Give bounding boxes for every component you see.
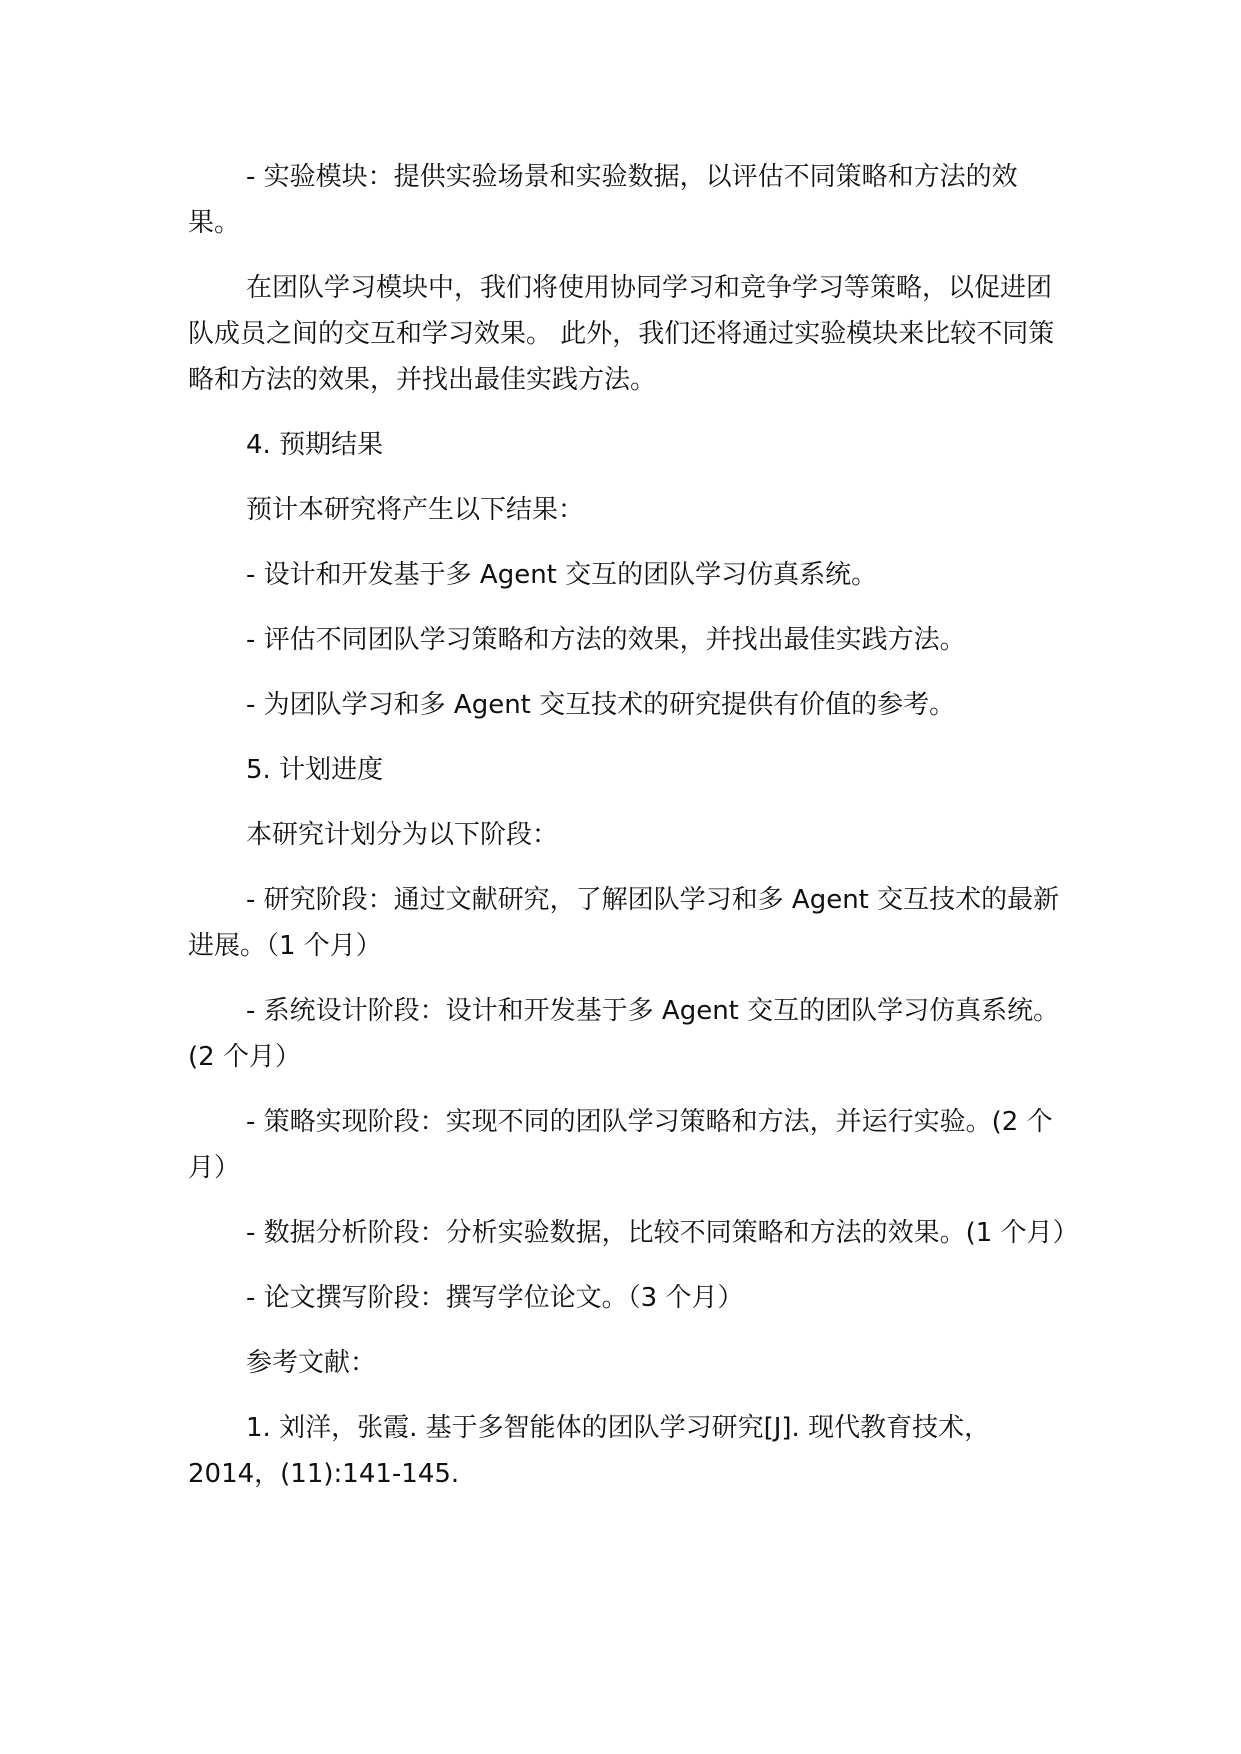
list-item-stage-research: - 研究阶段：通过文献研究，了解团队学习和多 Agent 交互技术的最新进展。（1 个月）: [188, 885, 1060, 961]
section-heading-schedule: 5. 计划进度: [246, 755, 384, 785]
document-body: [188, 154, 1079, 1516]
paragraph-results-intro: 预计本研究将产生以下结果：: [246, 495, 585, 525]
section-heading-expected-results: 4. 预期结果: [246, 430, 384, 460]
section-heading-references: 参考文献：: [246, 1348, 377, 1378]
list-item-stage-strategy: - 策略实现阶段：实现不同的团队学习策略和方法，并运行实验。(2 个月）: [188, 1107, 1053, 1183]
list-item-stage-thesis: - 论文撰写阶段：撰写学位论文。（3 个月）: [246, 1283, 744, 1313]
list-item-result-reference: - 为团队学习和多 Agent 交互技术的研究提供有价值的参考。: [246, 690, 956, 720]
reference-item: 1. 刘洋，张霞. 基于多智能体的团队学习研究[J]. 现代教育技术，2014，(11):141-145.: [188, 1413, 991, 1489]
paragraph-experiment-module: - 实验模块：提供实验场景和实验数据，以评估不同策略和方法的效果。: [188, 162, 1018, 238]
paragraph-schedule-intro: 本研究计划分为以下阶段：: [246, 820, 559, 850]
paragraph-team-learning-strategies: 在团队学习模块中，我们将使用协同学习和竞争学习等策略，以促进团队成员之间的交互和学习效果。 此外，我们还将通过实验模块来比较不同策略和方法的效果，并找出最佳实践方法。: [188, 273, 1055, 395]
list-item-result-design: - 设计和开发基于多 Agent 交互的团队学习仿真系统。: [246, 560, 878, 590]
list-item-stage-system-design: - 系统设计阶段：设计和开发基于多 Agent 交互的团队学习仿真系统。(2 个月）: [188, 996, 1060, 1072]
list-item-stage-data-analysis: - 数据分析阶段：分析实验数据，比较不同策略和方法的效果。(1 个月）: [246, 1218, 1079, 1248]
list-item-result-evaluate: - 评估不同团队学习策略和方法的效果，并找出最佳实践方法。: [246, 625, 966, 655]
